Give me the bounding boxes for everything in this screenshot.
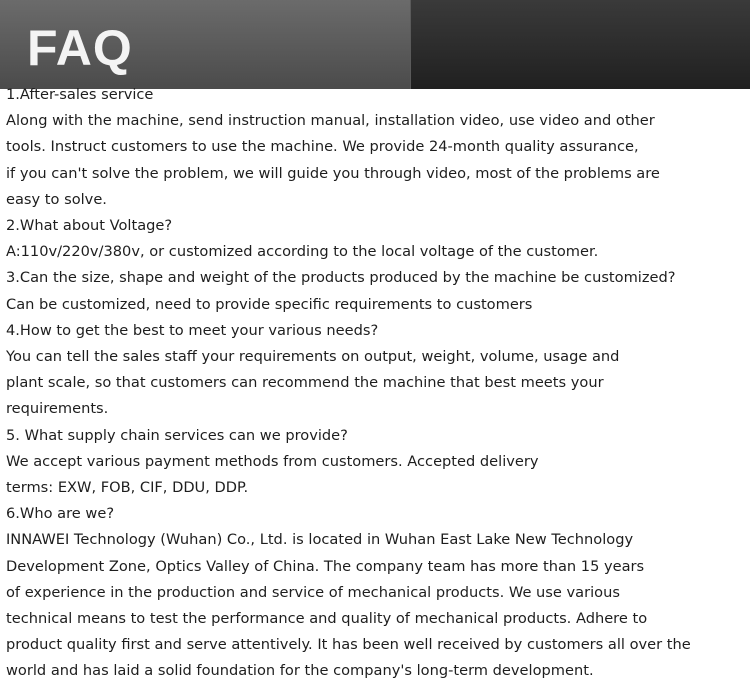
faq-question-2: 2.What about Voltage? (6, 217, 173, 235)
faq-question-6: 6.Who are we? (6, 505, 115, 523)
faq-answer-4-line-3: requirements. (6, 400, 109, 418)
faq-header-banner (0, 0, 750, 89)
faq-answer-2-line-1: A:110v/220v/380v, or customized according to the local voltage of the customer. (6, 243, 599, 261)
faq-answer-6-line-3: of experience in the production and service of mechanical products. We use various (6, 583, 620, 601)
faq-question-4: 4.How to get the best to meet your various needs? (6, 321, 379, 339)
faq-answer-6-line-2: Development Zone, Optics Valley of China. The company team has more than 15 years (6, 557, 645, 575)
faq-answer-6-line-5: product quality first and serve attentively. It has been well received by customers all over the (6, 636, 691, 654)
faq-answer-4-line-2: plant scale, so that customers can recommend the machine that best meets your (6, 374, 604, 392)
faq-content (6, 82, 746, 685)
faq-question-1: 1.After-sales service (6, 86, 154, 103)
faq-answer-4-line-1: You can tell the sales staff your requirements on output, weight, volume, usage and (6, 348, 620, 366)
faq-answer-3-line-1: Can be customized, need to provide specific requirements to customers (6, 295, 533, 313)
page-title: FAQ (27, 20, 133, 76)
faq-question-3: 3.Can the size, shape and weight of the products produced by the machine be customized? (6, 269, 676, 287)
faq-question-5: 5. What supply chain services can we provide? (6, 426, 348, 444)
faq-answer-6-line-4: technical means to test the performance and quality of mechanical products. Adhere to (6, 610, 648, 628)
faq-answer-1-line-4: easy to solve. (6, 190, 107, 208)
faq-answer-5-line-1: We accept various payment methods from customers. Accepted delivery (6, 452, 539, 470)
faq-answer-1-line-3: if you can't solve the problem, we will guide you through video, most of the problems are (6, 164, 660, 182)
faq-answer-1-line-2: tools. Instruct customers to use the machine. We provide 24-month quality assurance, (6, 138, 639, 156)
faq-answer-6-line-6: world and has laid a solid foundation for the company's long-term development. (6, 662, 594, 680)
faq-answer-6-line-1: INNAWEI Technology (Wuhan) Co., Ltd. is located in Wuhan East Lake New Technology (6, 531, 634, 549)
faq-answer-5-line-2: terms: EXW, FOB, CIF, DDU, DDP. (6, 479, 249, 497)
faq-answer-1-line-1: Along with the machine, send instruction manual, installation video, use video and other (6, 112, 655, 130)
